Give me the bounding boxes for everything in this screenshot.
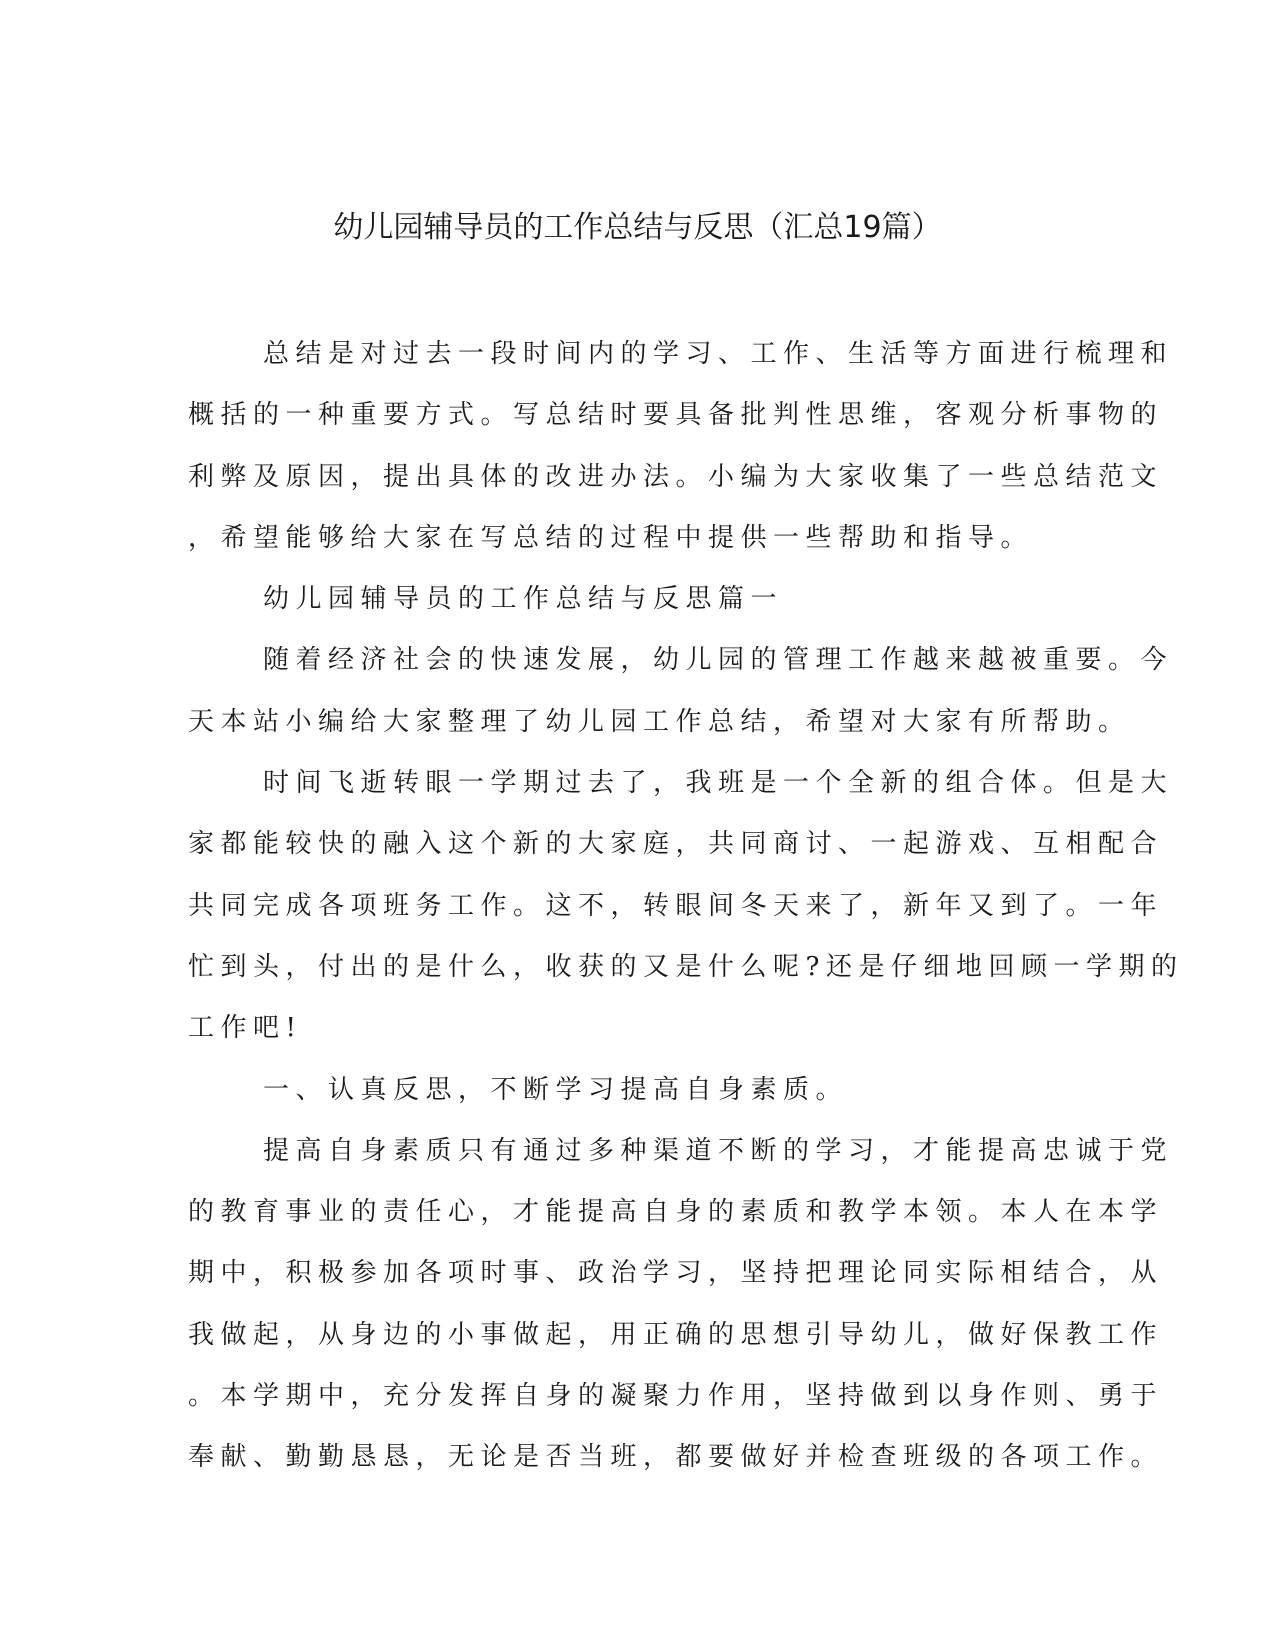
paragraph-line: 奉献、勤勤恳恳，无论是否当班，都要做好并检查班级的各项工作。 bbox=[188, 1442, 1164, 1473]
paragraph-line: 。本学期中，充分发挥自身的凝聚力作用，坚持做到以身作则、勇于 bbox=[188, 1381, 1164, 1412]
paragraph-line: 时间飞逝转眼一学期过去了，我班是一个全新的组合体。但是大 bbox=[263, 768, 1174, 799]
paragraph-line: 随着经济社会的快速发展，幼儿园的管理工作越来越被重要。今 bbox=[263, 645, 1174, 676]
document-body bbox=[188, 324, 1184, 1489]
paragraph-line: 家都能较快的融入这个新的大家庭，共同商讨、一起游戏、互相配合 bbox=[188, 829, 1164, 860]
paragraph-line: 共同完成各项班务工作。这不，转眼间冬天来了，新年又到了。一年 bbox=[188, 890, 1164, 921]
paragraph-line: 概括的一种重要方式。写总结时要具备批判性思维，客观分析事物的 bbox=[188, 400, 1164, 431]
paragraph-line: 我做起，从身边的小事做起，用正确的思想引导幼儿，做好保教工作 bbox=[188, 1319, 1164, 1350]
paragraph-line: 提高自身素质只有通过多种渠道不断的学习，才能提高忠诚于党 bbox=[263, 1135, 1174, 1166]
subsection-heading: 一、认真反思，不断学习提高自身素质。 bbox=[263, 1074, 849, 1105]
section-heading: 幼儿园辅导员的工作总结与反思篇一 bbox=[263, 584, 784, 615]
paragraph-line: ，希望能够给大家在写总结的过程中提供一些帮助和指导。 bbox=[188, 522, 1034, 553]
paragraph-line: 的教育事业的责任心，才能提高自身的素质和教学本领。本人在本学 bbox=[188, 1197, 1164, 1228]
paragraph-line: 总结是对过去一段时间内的学习、工作、生活等方面进行梳理和 bbox=[263, 339, 1174, 369]
paragraph-line: 天本站小编给大家整理了幼儿园工作总结，希望对大家有所帮助。 bbox=[188, 706, 1131, 737]
paragraph-line: 工作吧! bbox=[188, 1013, 303, 1044]
paragraph-line: 期中，积极参加各项时事、政治学习，坚持把理论同实际相结合，从 bbox=[188, 1258, 1164, 1289]
document-title: 幼儿园辅导员的工作总结与反思（汇总19篇） bbox=[333, 210, 942, 245]
paragraph-line: 忙到头，付出的是什么，收获的又是什么呢?还是仔细地回顾一学期的 bbox=[188, 951, 1184, 982]
paragraph-line: 利弊及原因，提出具体的改进办法。小编为大家收集了一些总结范文 bbox=[188, 461, 1164, 492]
